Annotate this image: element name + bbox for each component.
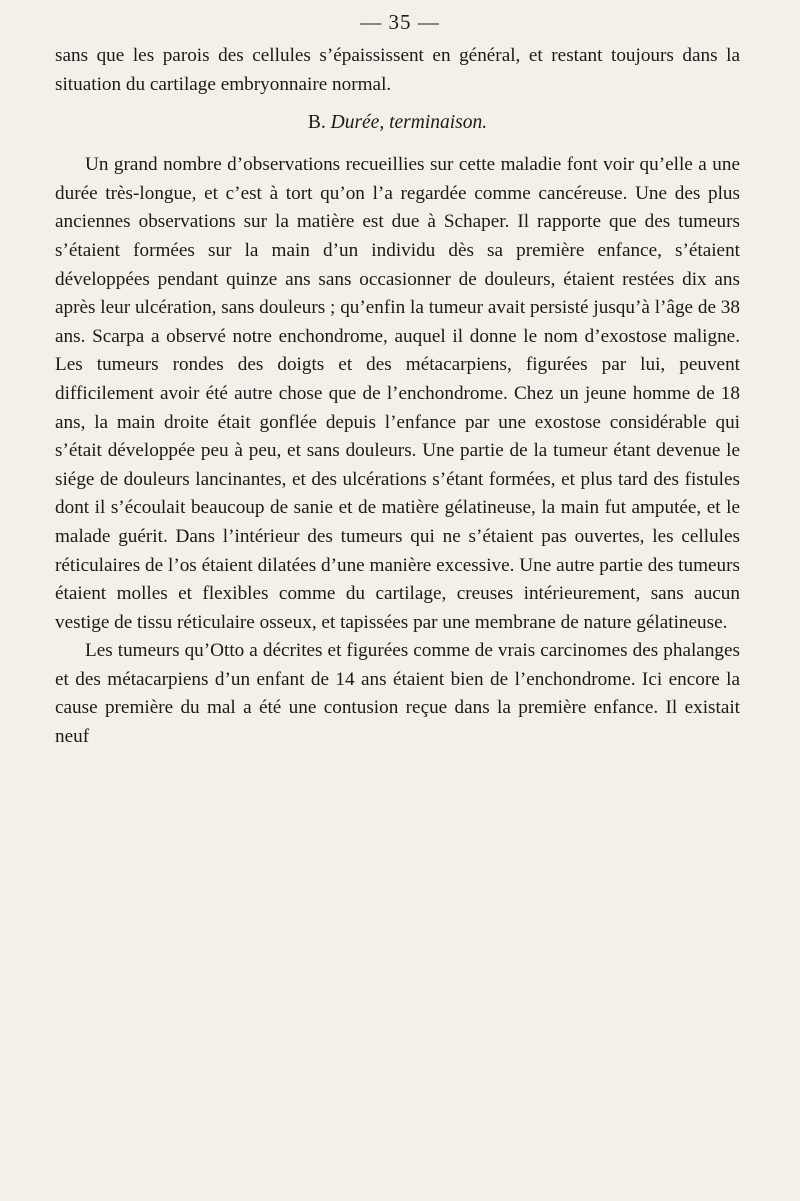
- paragraph-otto: Les tumeurs qu’Otto a décrites et figurées comme de vrais carcinomes des phalanges et des métacarpiens d’un enfant de 14 ans étaient bien de l’enchondrome. Ici encore la cause première du mal a été une contusion reçue dans la première enfance. Il existait neuf: [55, 640, 740, 748]
- page-number: — 35 —: [360, 10, 440, 34]
- body-text: [55, 42, 740, 752]
- section-title: Durée, terminaison.: [330, 112, 488, 134]
- paragraph-observations: Un grand nombre d’observations recueillies sur cette maladie font voir qu’elle a une durée très-longue, et c’est à tort qu’on l’a regardée comme cancéreuse. Une des plus anciennes observations sur la matière est due à Schaper. Il rapporte que des tumeurs s’étaient formées sur la main d’un individu dès sa première enfance, s’étaient développées pendant quinze ans sans occasionner de douleurs, étaient restées dix ans après leur ulcération, sans douleurs ; qu’enfin la tumeur avait persisté jusqu’à l’âge de 38 ans. Scarpa a observé notre enchondrome, auquel il donne le nom d’exostose maligne. Les tumeurs rondes des doigts et des métacarpiens, figurées par lui, peuvent difficilement avoir été autre chose que de l’enchondrome. Chez un jeune homme de 18 ans, la main droite était gonflée depuis l’enfance par une exostose considérable qui s’était développée peu à peu, et sans douleurs. Une partie de la tumeur étant devenue le siége de douleurs lancinantes, et des ulcérations s’étant formées, et plus tard des fistules dont il s’écoulait beaucoup de sanie et de matière gélatineuse, la main fut amputée, et le malade guérit. Dans l’intérieur des tumeurs qui ne s’étaient pas ouvertes, les cellules réticulaires de l’os étaient dilatées d’une manière excessive. Une autre partie des tumeurs étaient molles et flexibles comme du cartilage, creuses intérieurement, sans aucun vestige de tissu réticulaire osseux, et tapissées par une membrane de nature gélatineuse.: [55, 154, 740, 633]
- section-heading: [55, 109, 740, 137]
- section-letter: B.: [307, 112, 326, 134]
- paragraph-continuation: sans que les parois des cellules s’épaississent en général, et restant toujours dans la situation du cartilage embryonnaire normal.: [55, 45, 740, 95]
